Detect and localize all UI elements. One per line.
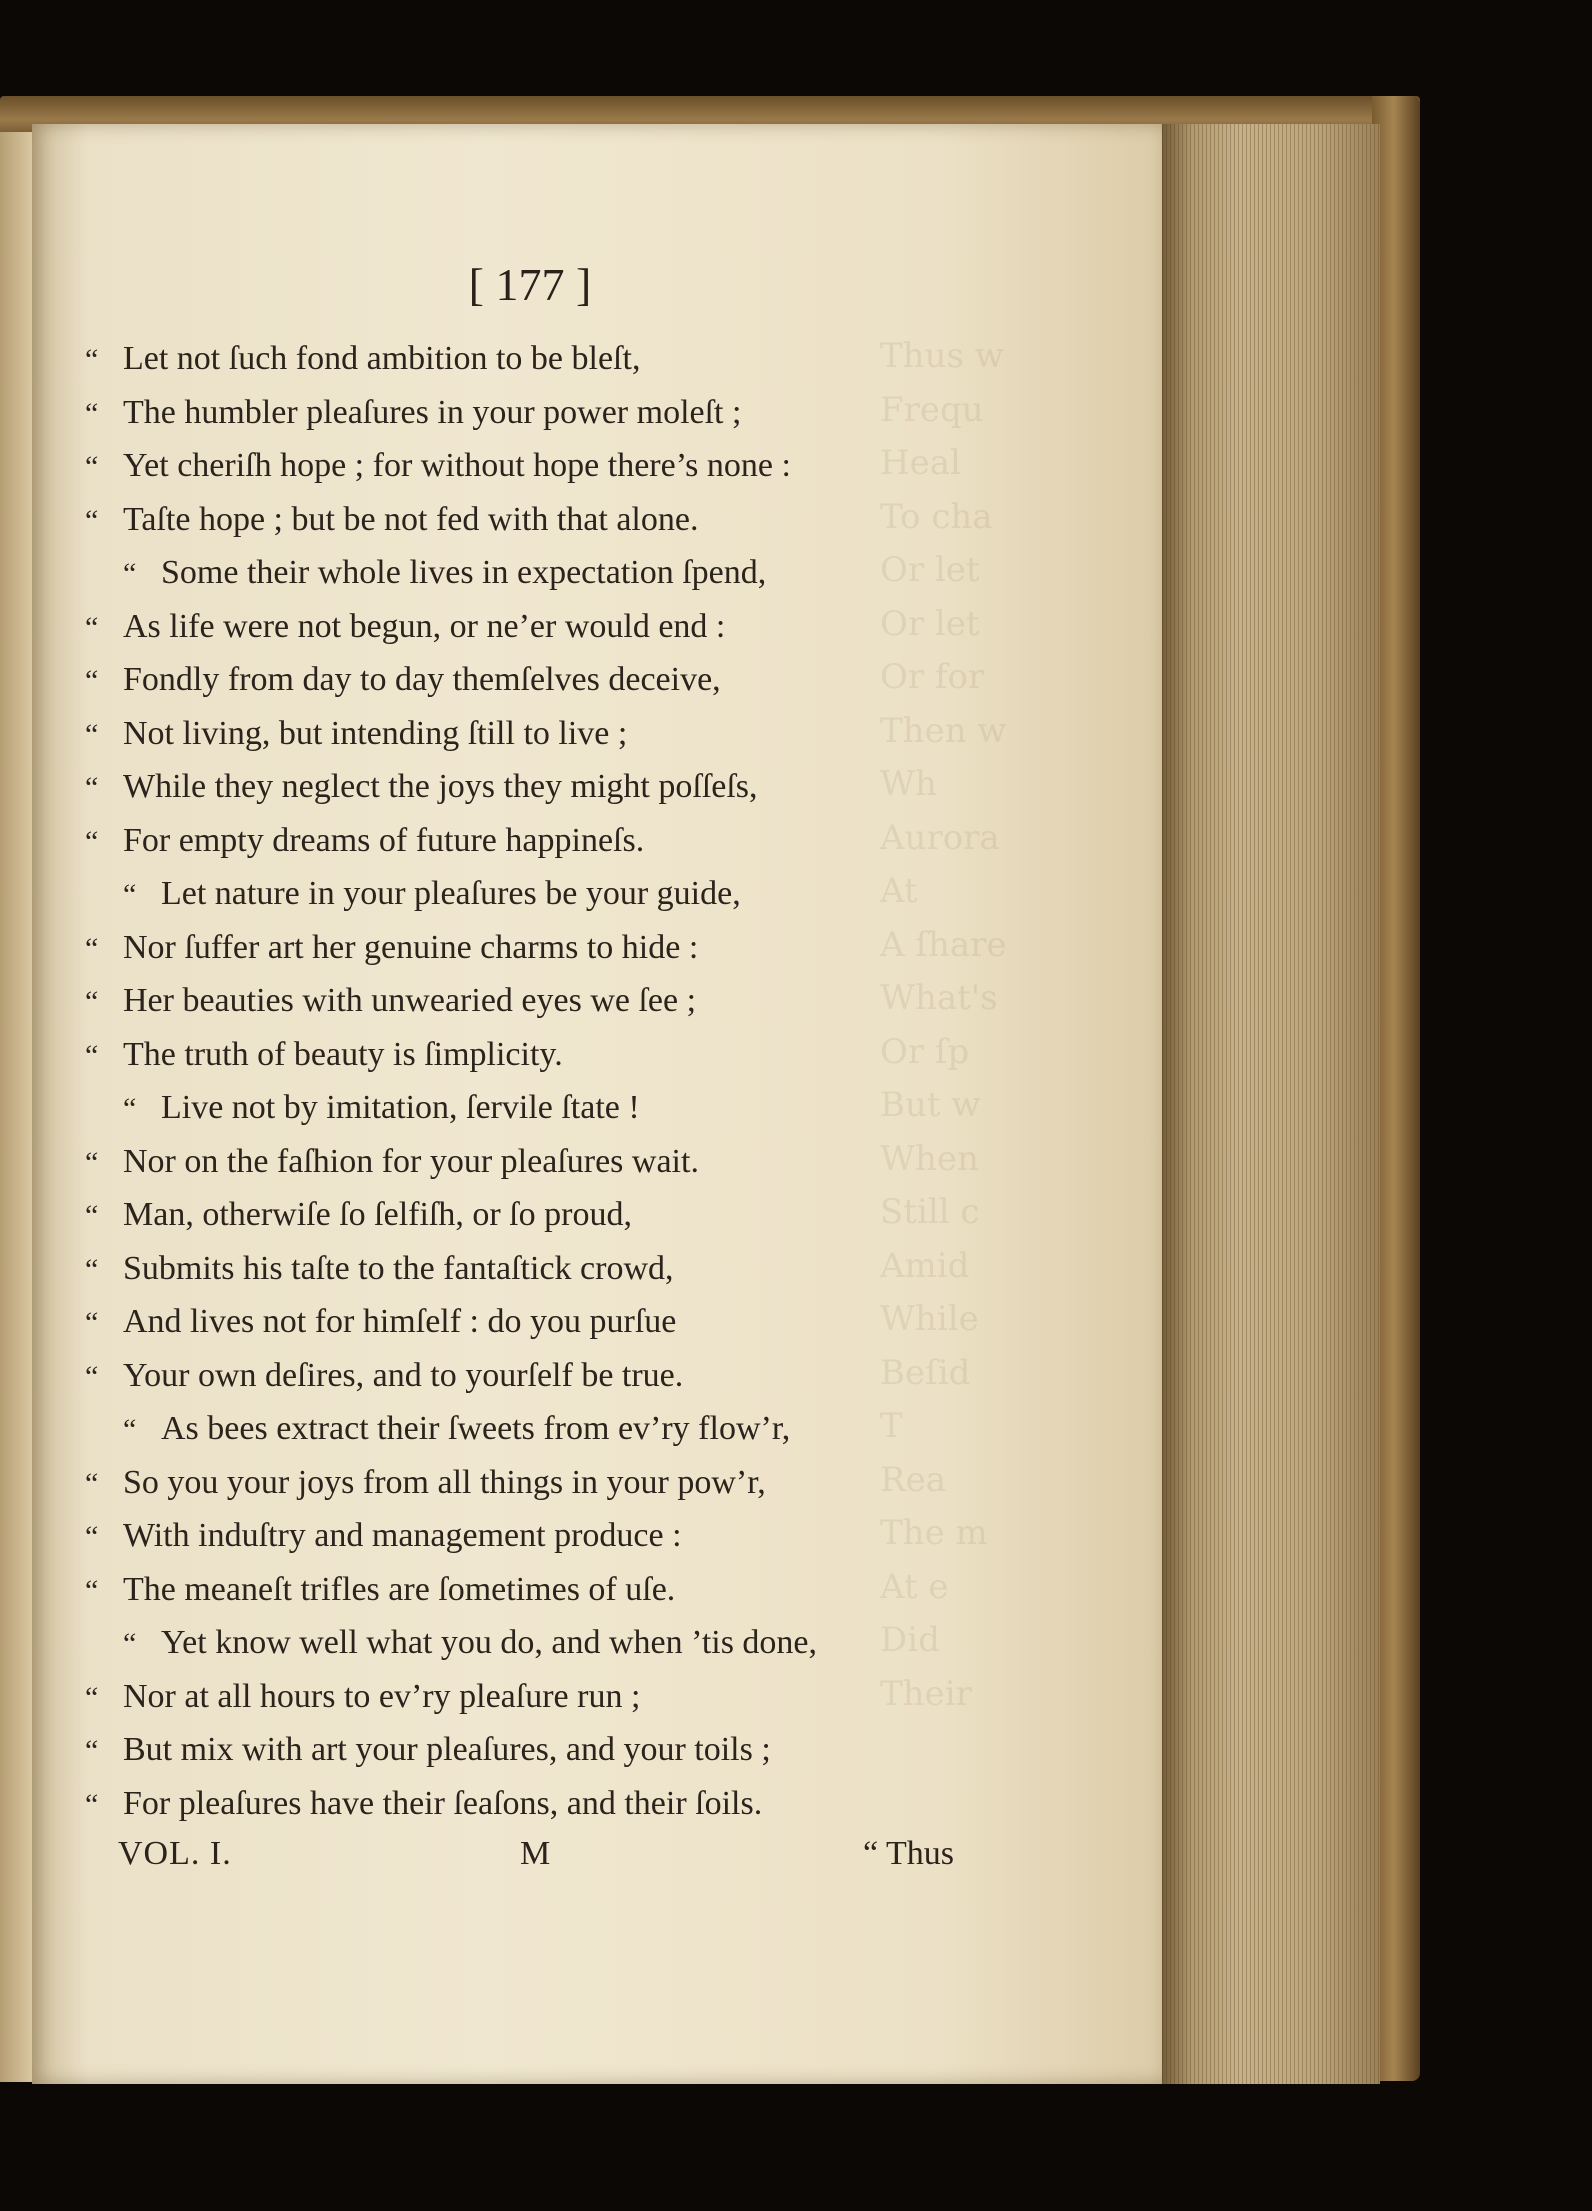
verse-line (85, 1188, 1065, 1242)
verse-line (85, 386, 1065, 440)
verse-line-text: Fondly from day to day themſelves deceive, (123, 661, 721, 698)
quote-mark: “ (85, 1734, 99, 1767)
facing-page-edge (0, 132, 32, 2082)
verse-line (85, 493, 1065, 547)
verse-line-text: With induſtry and management produce : (123, 1517, 682, 1554)
signature-mark: M (520, 1835, 551, 1872)
verse-line (85, 600, 1065, 654)
verse-line-text: Man, otherwiſe ſo ſelfiſh, or ſo proud, (123, 1196, 632, 1233)
verse-line (85, 921, 1065, 975)
quote-mark: “ (85, 1252, 99, 1286)
verse-line-text: Nor ſuffer art her genuine charms to hide : (123, 928, 699, 966)
verse-line (85, 546, 1065, 600)
verse-line (85, 1509, 1065, 1563)
verse-line-text: Yet know well what you do, and when ’tis done, (161, 1624, 818, 1661)
quote-mark: “ (85, 931, 99, 965)
verse-text (85, 332, 1065, 1830)
verse-line (85, 1670, 1065, 1724)
verse-line (85, 1616, 1065, 1670)
quote-mark: “ (85, 610, 99, 644)
catchword: “ Thus (863, 1835, 954, 1872)
quote-mark: “ (85, 771, 99, 804)
verse-line-text: But mix with art your pleaſures, and your toils ; (123, 1731, 771, 1768)
verse-line (85, 1242, 1065, 1296)
volume-label: VOL. I. (118, 1835, 232, 1872)
quote-mark: “ (85, 1199, 99, 1232)
verse-line (85, 1135, 1065, 1189)
verse-line-text: Live not by imitation, ſervile ſtate ! (161, 1089, 640, 1126)
quote-mark: “ (85, 1520, 99, 1553)
fore-edge-shadow (1162, 124, 1192, 2084)
quote-mark: “ (85, 1573, 99, 1607)
verse-line (85, 332, 1065, 386)
quote-mark: “ (123, 1413, 137, 1446)
verse-line-text: Taſte hope ; but be not fed with that alone. (123, 500, 699, 538)
verse-line (85, 814, 1065, 868)
verse-line-text: For pleaſures have their ſeaſons, and their ſoils. (123, 1784, 763, 1822)
verse-line-text: Her beauties with unwearied eyes we ſee ; (123, 982, 697, 1019)
verse-line-text: The meaneſt trifles are ſometimes of uſe. (123, 1570, 676, 1608)
quote-mark: “ (85, 1145, 99, 1179)
page-header: [ 177 ] (468, 259, 592, 310)
quote-mark: “ (85, 503, 99, 537)
verse-line-text: The humbler pleaſures in your power moleſt ; (123, 393, 742, 431)
quote-mark: “ (123, 1092, 137, 1125)
verse-line-text: The truth of beauty is ſimplicity. (123, 1035, 563, 1073)
verse-line (85, 760, 1065, 814)
verse-line (85, 1456, 1065, 1510)
verse-line (85, 1777, 1065, 1831)
verse-line-text: So you your joys from all things in your pow’r, (123, 1463, 766, 1501)
verse-line (85, 1563, 1065, 1617)
verse-line-text: And lives not for himſelf : do you purſue (123, 1303, 677, 1340)
verse-line-text: Let nature in your pleaſures be your guide, (161, 875, 741, 912)
quote-mark: “ (123, 1627, 137, 1660)
quote-mark: “ (85, 717, 99, 751)
verse-line-text: Yet cheriſh hope ; for without hope there’s none : (123, 447, 791, 484)
verse-line (85, 1028, 1065, 1082)
page-block-fore-edge (1162, 124, 1380, 2084)
quote-mark: “ (85, 1038, 99, 1072)
quote-mark: “ (85, 1466, 99, 1500)
verse-line (85, 1081, 1065, 1135)
verse-line-text: Nor at all hours to ev’ry pleaſure run ; (123, 1677, 641, 1715)
verse-line-text: Nor on the faſhion for your pleaſures wait. (123, 1142, 699, 1180)
verse-line-text: Submits his taſte to the fantaſtick crowd, (123, 1249, 674, 1287)
quote-mark: “ (85, 343, 99, 376)
quote-mark: “ (85, 396, 99, 430)
verse-line-text: Your own deſires, and to yourſelf be true. (123, 1356, 684, 1394)
quote-mark: “ (85, 985, 99, 1018)
verse-line (85, 974, 1065, 1028)
show-through-text: Thus w Frequ Heal To cha Or let Or let Or for Then w Wh Aurora At A ſhare What's Or ſp But w When Still c Amid While Beſid T Rea The m At e Did Their (880, 336, 1007, 1714)
quote-mark: “ (123, 557, 137, 590)
quote-mark: “ (85, 1359, 99, 1393)
quote-mark: “ (85, 1680, 99, 1714)
verse-line (85, 1402, 1065, 1456)
quote-mark: “ (85, 824, 99, 858)
verse-line (85, 1723, 1065, 1777)
verse-line (85, 439, 1065, 493)
quote-mark: “ (85, 1306, 99, 1339)
quote-mark: “ (85, 664, 99, 697)
verse-line (85, 1295, 1065, 1349)
verse-line-text: Not living, but intending ſtill to live ; (123, 714, 628, 752)
quote-mark: “ (85, 1787, 99, 1821)
verse-line-text: As bees extract their ſweets from ev’ry flow’r, (161, 1410, 791, 1447)
verse-line (85, 653, 1065, 707)
verse-line-text: Let not ſuch fond ambition to be bleſt, (123, 340, 641, 377)
verse-line (85, 867, 1065, 921)
verse-line (85, 1349, 1065, 1403)
verse-line (85, 707, 1065, 761)
verse-line-text: As life were not begun, or ne’er would end : (123, 607, 726, 645)
verse-line-text: For empty dreams of future happineſs. (123, 821, 645, 859)
quote-mark: “ (123, 878, 137, 911)
quote-mark: “ (85, 450, 99, 483)
verse-line-text: While they neglect the joys they might poſſeſs, (123, 768, 758, 805)
verse-line-text: Some their whole lives in expectation ſpend, (161, 554, 767, 591)
